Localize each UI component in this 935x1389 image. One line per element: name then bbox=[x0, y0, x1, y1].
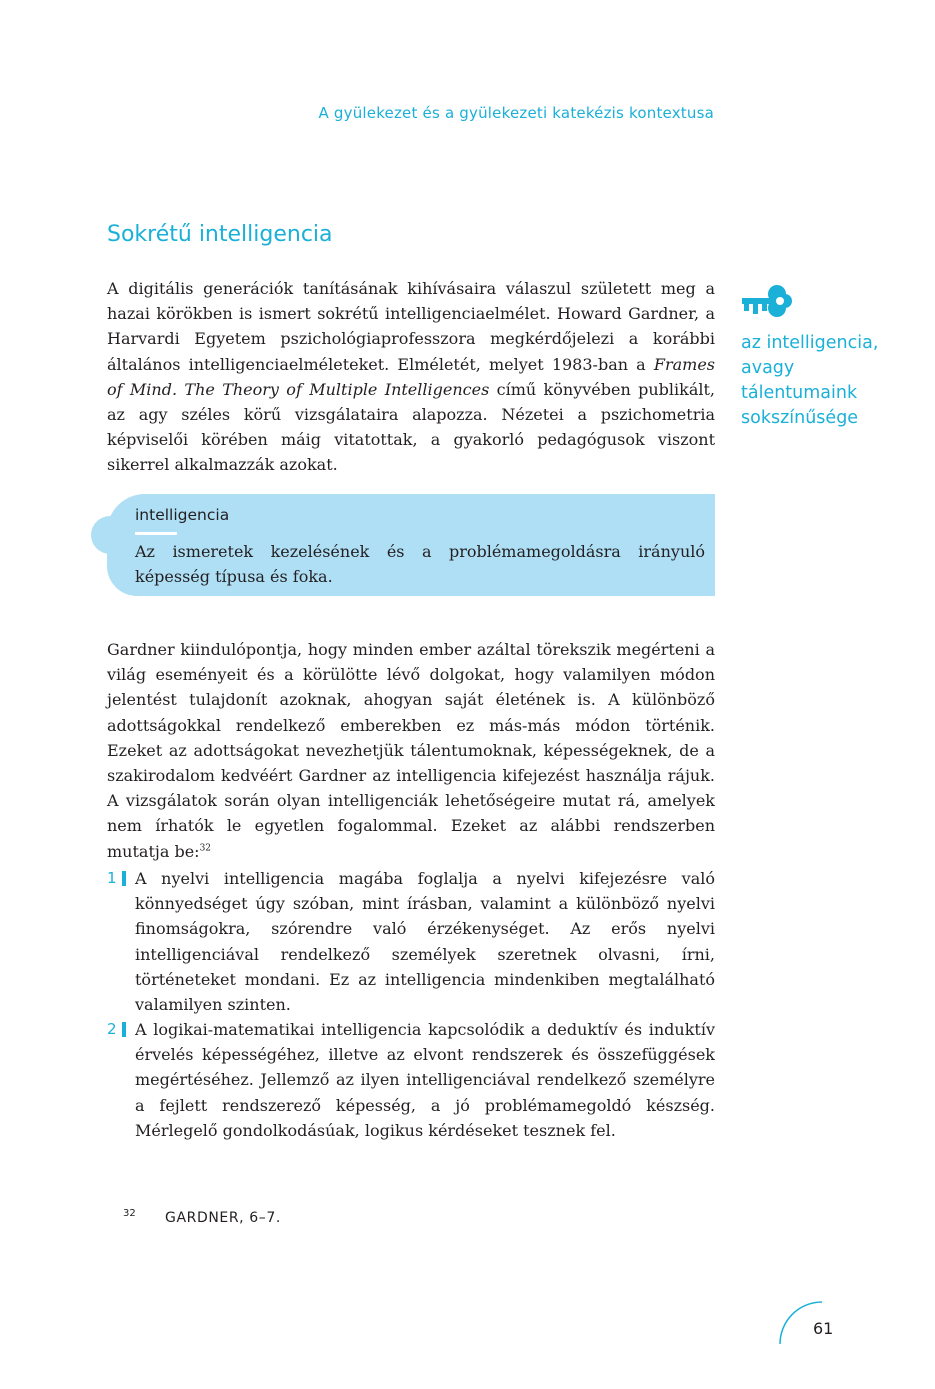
definition-divider bbox=[135, 532, 177, 535]
list-item bbox=[107, 866, 715, 1017]
list-item bbox=[107, 1017, 715, 1143]
margin-note-line: tálentumaink bbox=[741, 383, 858, 403]
book-title: Frames of Mind. The Theory of Multiple Intelligences bbox=[107, 354, 715, 399]
footnote-reference: 32 bbox=[199, 843, 212, 854]
footnote-text: GARDNER, 6–7. bbox=[165, 1210, 281, 1226]
key-icon bbox=[740, 283, 792, 319]
page-number: 61 bbox=[813, 1319, 834, 1338]
list-marker-bar bbox=[122, 871, 126, 886]
intro-paragraph bbox=[107, 276, 715, 478]
main-paragraph bbox=[107, 637, 715, 864]
definition-term: intelligencia bbox=[135, 506, 230, 524]
main-paragraph-text: Gardner kiindulópontja, hogy minden ember azáltal törekszik megérteni a világ eseményeit és a körülötte lévő dolgokat, hogy valamilyen módon jelentést tulajdonít azoknak, ahogyan saját életének is. A különböző adottságokkal rendelkező emberekben ez más-más módon történik. Ezeket az adottságokat nevezhetjük tálentumoknak, képességeknek, de a szakirodalom kedvéért Gardner az intelligencia kifejezést használja rájuk. A vizsgálatok során olyan intelligenciák lehetőségeire mutat rá, amelyek nem írhatók le egyetlen fogalommal. Ezeket az alábbi rendszerben mutatja be: bbox=[107, 640, 715, 861]
list-item-text: A logikai-matematikai intelligencia kapcsolódik a deduktív és induktív érvelés képességéhez, illetve az elvont rendszerek és összefüggések megértéséhez. Jellemző az ilyen intelligenciával rendelkező személyre a fejlett rendszerező képesség, a jó problémamegoldó készség. Mérlegelő gondolkodásúak, logikus kérdéseket tesznek fel. bbox=[135, 1020, 715, 1140]
margin-note bbox=[741, 331, 916, 431]
list-number: 2 bbox=[107, 1020, 117, 1038]
definition-text: Az ismeretek kezelésének és a problémamegoldásra irányuló képesség típusa és foka. bbox=[135, 542, 705, 586]
running-head: A gyülekezet és a gyülekezeti katekézis kontextusa bbox=[318, 104, 714, 122]
footnote-number: 32 bbox=[123, 1208, 136, 1219]
section-title: Sokrétű intelligencia bbox=[107, 222, 333, 247]
margin-note-line: avagy bbox=[741, 358, 795, 378]
intro-text-end: című könyvében publikált, az agy széles körű vizsgálataira alapozza. Nézetei a pszichometria képviselői körében máig vitatottak, a gyakorló pedagógusok viszont sikerrel alkalmazzák azokat. bbox=[107, 379, 715, 475]
margin-note-line: sokszínűsége bbox=[741, 408, 859, 428]
intro-text-start: A digitális generációk tanításának kihívásaira válaszul született meg a hazai körökben is ismert sokrétű intelligenciaelmélet. Howard Gardner, a Harvardi Egyetem pszichológiaprofesszora megkérdőjelezi a korábbi általános intelligenciaelméleteket. Elméletét, melyet 1983-ban a bbox=[107, 279, 715, 374]
list-marker-bar bbox=[122, 1022, 126, 1037]
margin-note-line: az intelligencia, bbox=[741, 333, 879, 353]
list-number: 1 bbox=[107, 869, 117, 887]
list-item-text: A nyelvi intelligencia magába foglalja a nyelvi kifejezésre való könnyedséget úgy szóban, mint írásban, valamint a különböző nyelvi finomságokra, szórendre való érzékenységet. Az erős nyelvi intelligenciával rendelkező személyek szeretnek olvasni, írni, történeteket mondani. Ez az intelligencia mindenkiben megtalálható valamilyen szinten. bbox=[135, 869, 715, 1015]
